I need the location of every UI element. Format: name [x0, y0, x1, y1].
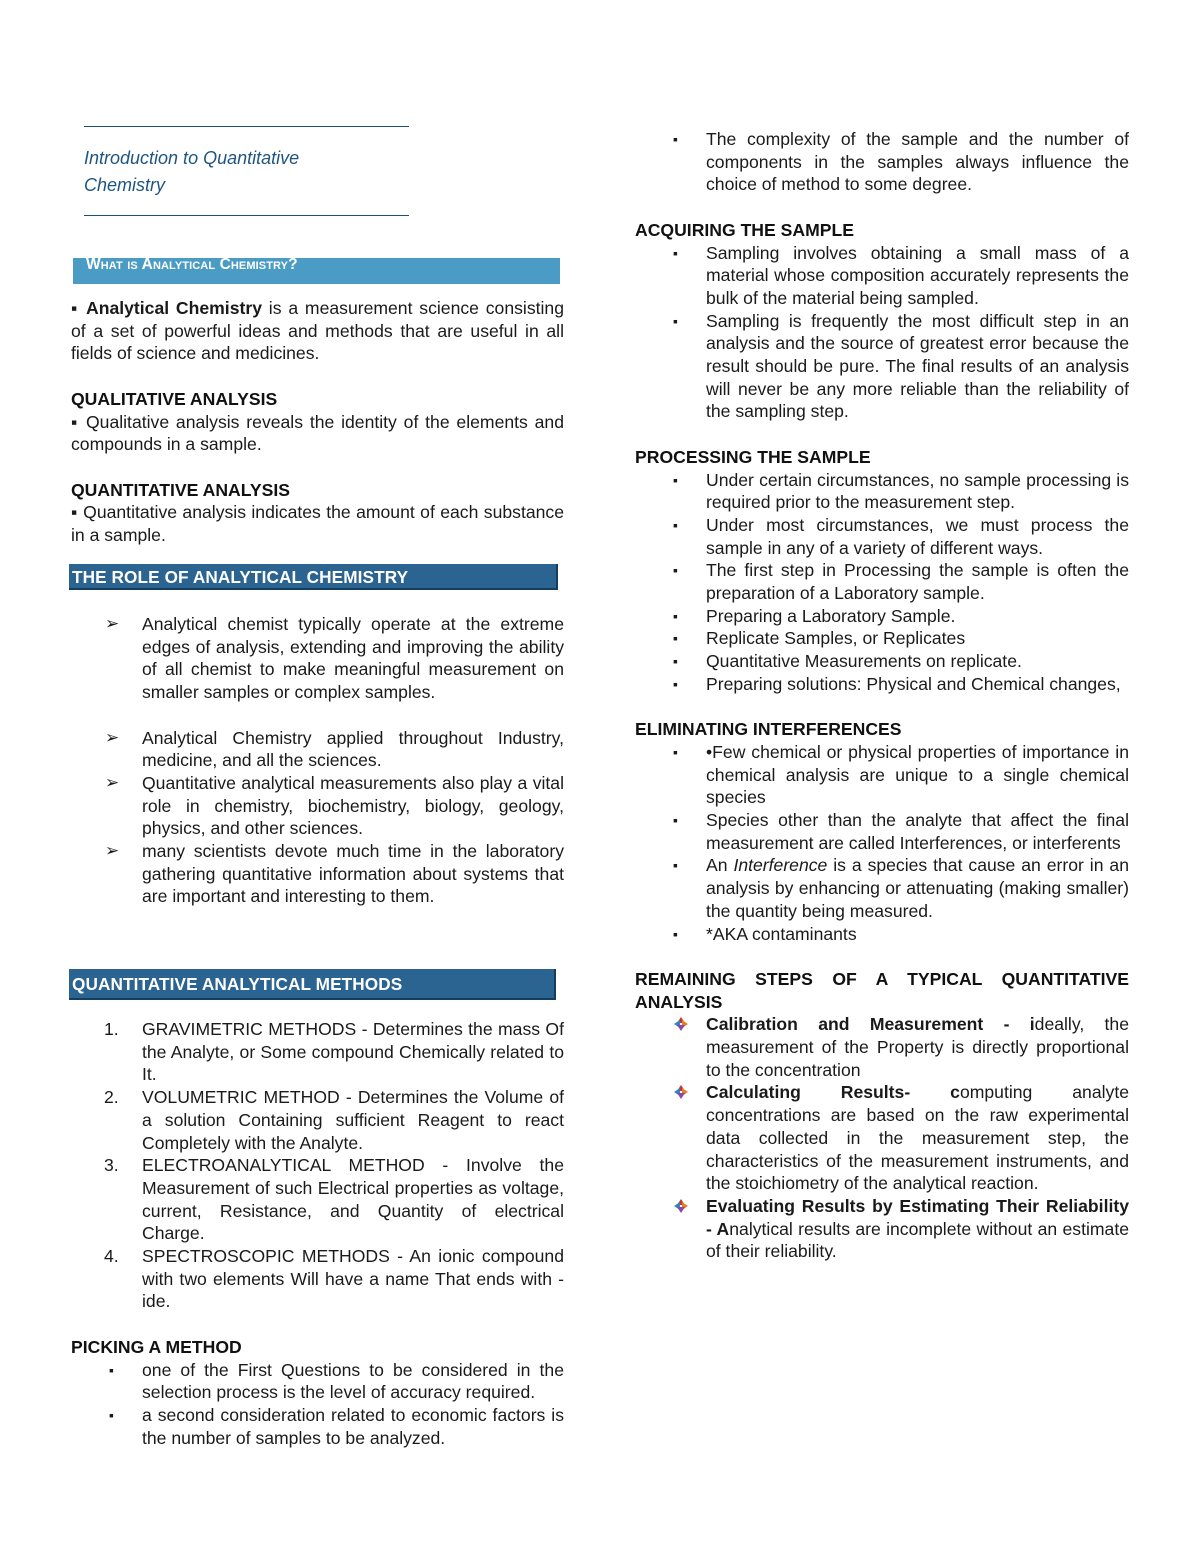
intro-block: [71, 297, 564, 547]
title-text: [84, 127, 409, 215]
list-item: [71, 1154, 564, 1245]
step-bold: Evaluating Results by Estimating Their Reliability - A: [706, 1195, 1129, 1239]
list-item-text: Preparing a Laboratory Sample.: [706, 605, 956, 626]
list-item-text: one of the First Questions to be considered in the selection process is the level of accuracy required.: [142, 1359, 564, 1403]
list-item-text: VOLUMETRIC METHOD - Determines the Volume of a solution Containing sufficient Reagent to react Completely with the Analyte.: [142, 1087, 564, 1153]
list-item-text: Analytical chemist typically operate at the extreme edges of analysis, extending and improving the ability of all chemist to make meaningful measurement on smaller samples or complex samples.: [142, 614, 564, 703]
banner-text: THE ROLE OF ANALYTICAL CHEMISTRY: [72, 567, 409, 587]
quantitative-text: ▪ Quantitative analysis indicates the amount of each substance in a sample.: [71, 502, 564, 545]
banner-text: QUANTITATIVE ANALYTICAL METHODS: [72, 974, 403, 994]
square-bullet-icon: ▪: [109, 1361, 114, 1378]
acquiring-heading: ACQUIRING THE SAMPLE: [635, 219, 854, 240]
eliminating-heading: ELIMINATING INTERFERENCES: [635, 719, 902, 740]
list-number: 3.: [104, 1155, 119, 1176]
step-text: omputing analyte concentrations are based on the raw experimental data collected in the measurement step, the characteristics of the measurement instruments, and the stoichiometry of the analytical reaction.: [706, 1082, 1129, 1194]
role-section: [71, 613, 564, 908]
list-item-text: Preparing solutions: Physical and Chemical changes,: [706, 673, 1121, 694]
remaining-heading: REMAINING STEPS OF A TYPICAL QUANTITATIVE ANALYSIS: [635, 968, 1129, 1012]
square-bullet-icon: ▪: [673, 812, 678, 829]
arrow-bullet-icon: ➢: [105, 772, 120, 792]
list-item: [71, 1086, 564, 1154]
list-item-text: The first step in Processing the sample is often the preparation of a Laboratory sample.: [706, 560, 1129, 604]
section-banner-what-is: [73, 258, 560, 284]
role-list: [71, 613, 564, 908]
list-item-text: Analytical Chemistry applied throughout Industry, medicine, and all the sciences.: [142, 727, 564, 771]
qualitative-heading: QUALITATIVE ANALYSIS: [71, 388, 278, 409]
list-item-text: many scientists devote much time in the laboratory gathering quantitative information about systems that are important and interesting to them.: [142, 841, 564, 907]
square-bullet-icon: ▪: [673, 471, 678, 488]
interference-term: Interference: [733, 855, 828, 876]
list-item: [635, 128, 1129, 196]
square-bullet-icon: ▪: [673, 743, 678, 760]
square-bullet-icon: ▪: [673, 607, 678, 624]
step-bold: Calculating Results- c: [706, 1082, 960, 1103]
square-bullet-icon: ▪: [673, 131, 678, 147]
eliminating-list: [635, 741, 1129, 945]
list-item: [635, 605, 1129, 628]
list-item-text: Sampling is frequently the most difficult step in an analysis and the source of greatest error because the result should be pure. The final results of an analysis will never be any more reliable than the reliability of the sampling step.: [706, 310, 1129, 422]
list-item: [71, 1018, 564, 1086]
square-bullet-icon: ▪: [673, 925, 678, 942]
arrow-bullet-icon: ➢: [105, 614, 120, 633]
list-item: [635, 1195, 1129, 1263]
steps-list: [635, 1013, 1129, 1263]
quantitative-heading: QUANTITATIVE ANALYSIS: [71, 479, 290, 500]
intro-paragraph: [71, 297, 564, 365]
list-item: [635, 923, 1129, 946]
list-item: [71, 1404, 564, 1449]
list-number: 2.: [104, 1087, 119, 1108]
intro-text: is a measurement science consisting of a set of powerful ideas and methods that are useful in all fields of science and medicines.: [71, 298, 564, 364]
processing-list: [635, 469, 1129, 696]
square-bullet-icon: ▪: [673, 562, 678, 579]
list-item-text: a second consideration related to economic factors is the number of samples to be analyzed.: [142, 1404, 564, 1448]
four-color-arrow-icon: [673, 1198, 689, 1214]
square-bullet-icon: ▪: [673, 312, 678, 329]
list-number: 1.: [104, 1019, 119, 1039]
interference-pre: An: [706, 855, 734, 876]
title-rule-bottom: [84, 215, 409, 216]
list-item-text: Replicate Samples, or Replicates: [706, 628, 966, 649]
picking-heading: PICKING A METHOD: [71, 1336, 242, 1357]
list-item-text: Sampling involves obtaining a small mass of a material whose composition accurately represents the bulk of the material being sampled.: [706, 242, 1129, 308]
list-item-text: *AKA contaminants: [706, 923, 857, 944]
square-bullet-icon: ▪: [673, 630, 678, 647]
list-item: [635, 559, 1129, 604]
acquiring-list: [635, 242, 1129, 424]
list-item: [635, 1081, 1129, 1195]
list-item-text: The complexity of the sample and the number of components in the samples always influence the choice of method to some degree.: [706, 129, 1129, 195]
list-item: [635, 627, 1129, 650]
section-banner-methods: [69, 969, 556, 1000]
arrow-bullet-icon: ➢: [105, 841, 120, 861]
four-color-arrow-icon: [673, 1084, 689, 1100]
list-item: [635, 809, 1129, 854]
list-item: [635, 514, 1129, 559]
list-item-text: Quantitative Measurements on replicate.: [706, 651, 1022, 672]
list-item: [635, 310, 1129, 424]
list-number: 4.: [104, 1246, 119, 1267]
square-bullet-icon: ▪: [109, 1406, 114, 1423]
bullet-icon: ▪: [71, 298, 80, 318]
picking-list: [71, 1359, 564, 1450]
methods-list: [71, 1018, 564, 1313]
right-content: [635, 128, 1129, 1263]
list-item: [71, 727, 564, 772]
title-line-2: Chemistry: [84, 175, 166, 195]
processing-heading: PROCESSING THE SAMPLE: [635, 446, 871, 467]
list-item: [635, 673, 1129, 696]
step-text: deally, the measurement of the Property is directly proportional to the concentration: [706, 1014, 1129, 1080]
list-item-text: Species other than the analyte that affect the final measurement are called Interferences, or interferents: [706, 810, 1129, 853]
document-title: [84, 126, 409, 216]
arrow-bullet-icon: ➢: [105, 727, 120, 747]
section-banner-role: [69, 564, 558, 590]
list-item: [635, 650, 1129, 673]
list-item-text: Under certain circumstances, no sample processing is required prior to the measurement step.: [706, 469, 1129, 513]
list-item: [635, 1013, 1129, 1081]
list-item: [635, 741, 1129, 809]
square-bullet-icon: ▪: [673, 857, 678, 874]
step-bold: Calibration and Measurement - i: [706, 1014, 1035, 1035]
list-item-text: Under most circumstances, we must process the sample in any of a variety of different ways.: [706, 514, 1129, 558]
list-item-text: ELECTROANALYTICAL METHOD - Involve the Measurement of such Electrical properties as voltage, current, Resistance, and Quantity of electrical Charge.: [142, 1155, 564, 1244]
list-item: [635, 242, 1129, 310]
step-text: nalytical results are incomplete without an estimate of their reliability.: [706, 1218, 1129, 1262]
square-bullet-icon: ▪: [673, 516, 678, 533]
list-item: [71, 840, 564, 908]
methods-section: [71, 1018, 564, 1449]
list-item: [71, 772, 564, 840]
list-item-text: GRAVIMETRIC METHODS - Determines the mass Of the Analyte, or Some compound Chemically related to It.: [142, 1019, 564, 1085]
method-choice-list: [635, 128, 1129, 196]
title-line-1: Introduction to Quantitative: [84, 148, 300, 168]
square-bullet-icon: ▪: [673, 244, 678, 261]
list-item-text: SPECTROSCOPIC METHODS - An ionic compound with two elements Will have a name That ends with -ide.: [142, 1246, 564, 1312]
list-item: [635, 854, 1129, 922]
list-item: [71, 1359, 564, 1404]
intro-term: Analytical Chemistry: [86, 298, 262, 318]
four-color-arrow-icon: [673, 1016, 689, 1032]
list-item-text: Quantitative analytical measurements also play a vital role in chemistry, biochemistry, biology, geology, physics, and other sciences.: [142, 772, 564, 839]
list-item: [71, 1245, 564, 1313]
banner-text: What is Analytical Chemistry?: [86, 256, 298, 273]
interference-post: is a species that cause an error in an analysis by enhancing or attenuating (making smaller) the quantity being measured.: [706, 855, 1129, 921]
square-bullet-icon: ▪: [673, 675, 678, 692]
square-bullet-icon: ▪: [673, 653, 678, 670]
qualitative-text: ▪ Qualitative analysis reveals the identity of the elements and compounds in a sample.: [71, 411, 564, 455]
list-item: [635, 469, 1129, 514]
list-item: [71, 613, 564, 704]
list-item-text: •Few chemical or physical properties of importance in chemical analysis are unique to a single chemical species: [706, 741, 1129, 808]
